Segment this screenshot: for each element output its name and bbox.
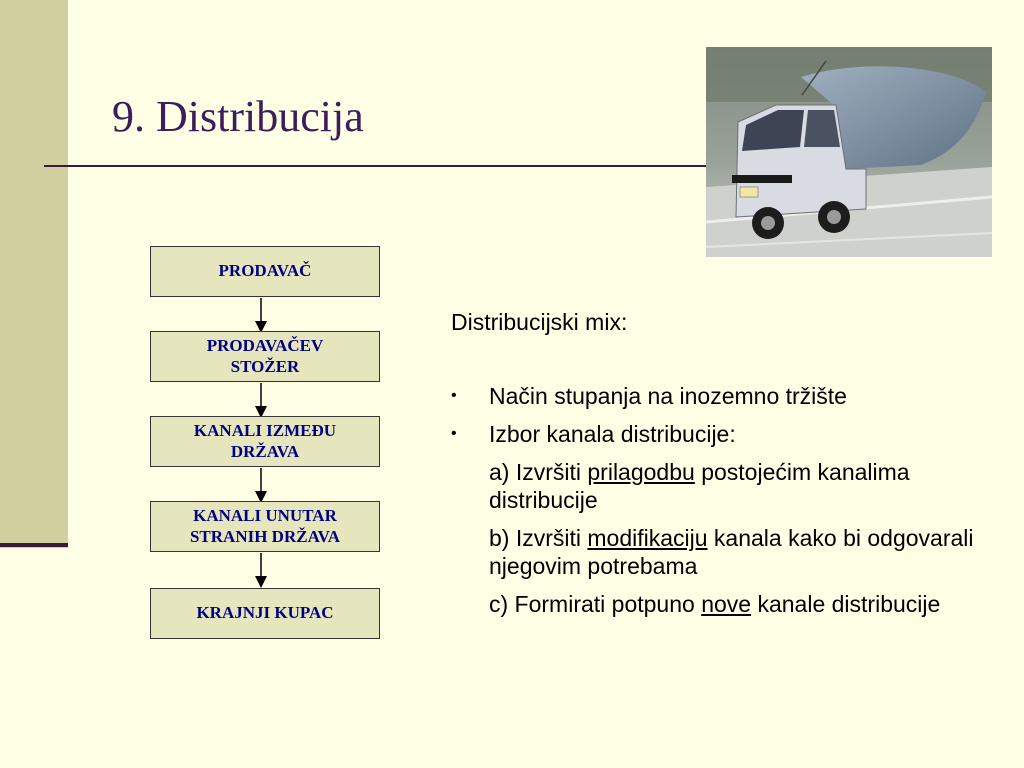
flow-box-label: PRODAVAČEV <box>206 336 324 356</box>
sub-item-prefix: a) Izvršiti <box>489 459 588 486</box>
slide-title: 9. Distribucija <box>112 92 364 141</box>
flow-box-label: DRŽAVA <box>230 441 300 461</box>
flow-box-label: STRANIH DRŽAVA <box>189 526 341 546</box>
sub-item-suffix: postojećim kanalima distribucije <box>489 459 910 514</box>
sub-item-c <box>451 590 991 618</box>
bullet-dot-icon: • <box>451 425 457 443</box>
sub-item-suffix: kanale distribucije <box>751 591 941 618</box>
bullet-dot-icon: • <box>451 387 457 405</box>
sub-item-prefix: c) Formirati potpuno <box>489 591 702 618</box>
flow-box-channels-within-foreign-countries <box>150 501 380 552</box>
flow-box-label: STOŽER <box>230 356 300 376</box>
bullet-text: Izbor kanala distribucije: <box>489 421 736 448</box>
sub-item-prefix: b) Izvršiti <box>489 525 588 552</box>
flow-box-channels-between-countries <box>150 416 380 467</box>
bullet-text: Način stupanja na inozemno tržište <box>489 383 847 410</box>
bullet-item <box>451 420 991 448</box>
distribution-mix-text <box>451 308 991 628</box>
flow-box-label: PRODAVAČ <box>218 261 312 281</box>
sub-item-a <box>451 458 991 514</box>
flow-box-label: KANALI UNUTAR <box>193 506 337 526</box>
sub-item-b <box>451 524 991 580</box>
sub-item-emphasis: prilagodbu <box>587 459 695 486</box>
sub-item-suffix: kanala kako bi odgovarali njegovim potrebama <box>489 525 974 580</box>
flow-box-seller <box>150 246 380 297</box>
flow-box-end-customer <box>150 588 380 639</box>
flow-box-seller-headquarters <box>150 331 380 382</box>
sub-item-emphasis: nove <box>701 591 752 618</box>
flow-box-label: KRAJNJI KUPAC <box>196 603 334 623</box>
flow-box-label: KANALI IZMEĐU <box>193 421 337 441</box>
mix-heading: Distribucijski mix: <box>451 309 628 335</box>
sub-item-emphasis: modifikaciju <box>587 525 708 552</box>
bullet-item <box>451 382 991 410</box>
